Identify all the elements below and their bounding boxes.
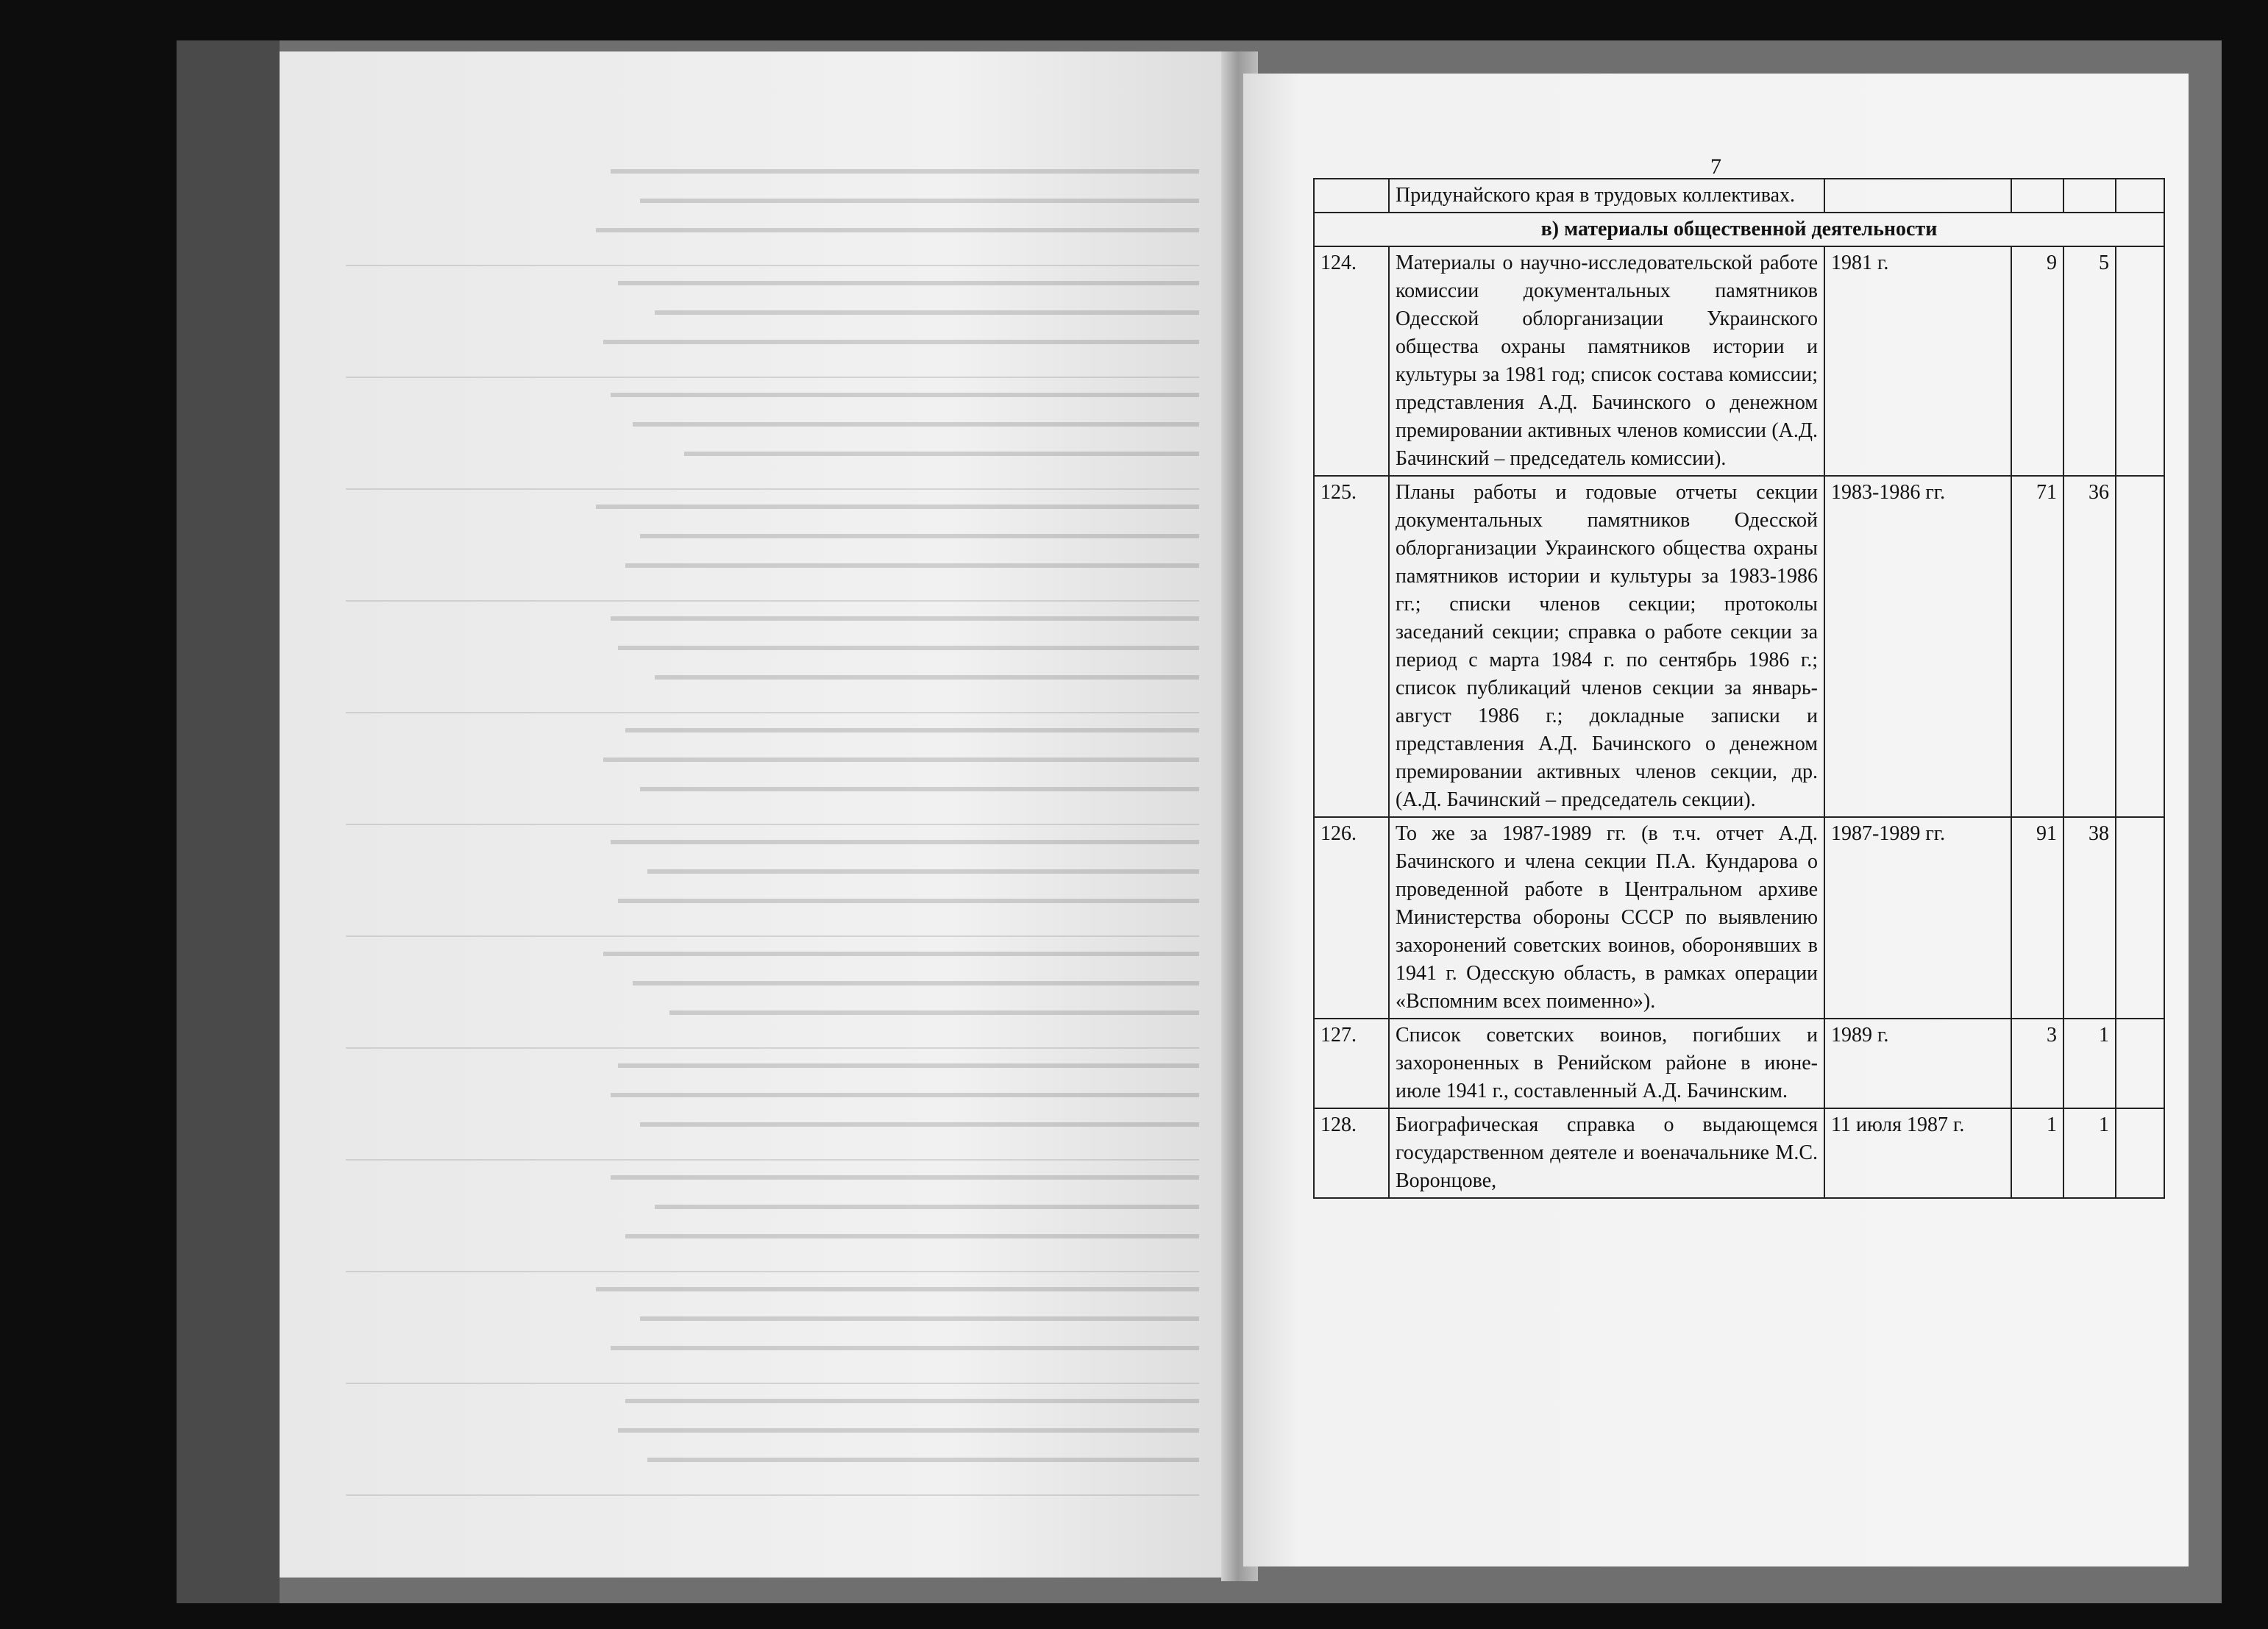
bleed-through-text bbox=[346, 154, 1199, 1508]
item-number-cell: 125. bbox=[1314, 476, 1389, 817]
table-row bbox=[1314, 817, 2164, 1019]
item-note-cell bbox=[2116, 817, 2164, 1019]
right-page bbox=[1243, 74, 2189, 1566]
item-date-cell bbox=[1824, 179, 2011, 213]
item-note-cell bbox=[2116, 1108, 2164, 1198]
item-description-cell: Планы работы и годовые отчеты секции документальных памятников Одесской облорганизации Украинского общества охраны памятников истории и культуры за 1983-1986 гг.; списки членов секции; протоколы заседаний секции; справка о работе секции за период с марта 1984 г. по сентябрь 1986 г.; список публикаций членов секции за январь-август 1986 г.; докладные записки и представления А.Д. Бачинского о денежном премировании активных членов секции, др. (А.Д. Бачинский – председатель секции). bbox=[1389, 476, 1824, 817]
section-heading-row bbox=[1314, 213, 2164, 246]
item-sheets-cell: 1 bbox=[2011, 1108, 2063, 1198]
item-count-cell bbox=[2063, 179, 2116, 213]
item-date-cell: 1987-1989 гг. bbox=[1824, 817, 2011, 1019]
item-date-cell: 1981 г. bbox=[1824, 246, 2011, 476]
cover-spine-shadow bbox=[177, 40, 280, 1603]
page-number: 7 bbox=[1710, 154, 1721, 179]
item-sheets-cell bbox=[2011, 179, 2063, 213]
item-note-cell bbox=[2116, 476, 2164, 817]
item-note-cell bbox=[2116, 246, 2164, 476]
item-number-cell bbox=[1314, 179, 1389, 213]
item-number-cell: 124. bbox=[1314, 246, 1389, 476]
item-date-cell: 11 июля 1987 г. bbox=[1824, 1108, 2011, 1198]
inventory-table bbox=[1313, 178, 2165, 1199]
item-count-cell: 5 bbox=[2063, 246, 2116, 476]
table-row bbox=[1314, 179, 2164, 213]
item-sheets-cell: 91 bbox=[2011, 817, 2063, 1019]
item-date-cell: 1983-1986 гг. bbox=[1824, 476, 2011, 817]
left-page bbox=[280, 51, 1236, 1578]
section-heading: в) материалы общественной деятельности bbox=[1314, 213, 2164, 246]
item-number-cell: 127. bbox=[1314, 1019, 1389, 1108]
item-count-cell: 36 bbox=[2063, 476, 2116, 817]
item-sheets-cell: 9 bbox=[2011, 246, 2063, 476]
item-description-cell: Биографическая справка о выдающемся государственном деятеле и военачальнике М.С. Воронцове, bbox=[1389, 1108, 1824, 1198]
table-row bbox=[1314, 246, 2164, 476]
item-date-cell: 1989 г. bbox=[1824, 1019, 2011, 1108]
item-count-cell: 38 bbox=[2063, 817, 2116, 1019]
item-description-cell: Список советских воинов, погибших и захороненных в Ренийском районе в июне-июле 1941 г., составленный А.Д. Бачинским. bbox=[1389, 1019, 1824, 1108]
item-description-cell: Придунайского края в трудовых коллективах. bbox=[1389, 179, 1824, 213]
item-note-cell bbox=[2116, 179, 2164, 213]
item-description-cell: То же за 1987-1989 гг. (в т.ч. отчет А.Д. Бачинского и члена секции П.А. Кундарова о проведенной работе в Центральном архиве Министерства обороны СССР по выявлению захоронений советских воинов, оборонявших в 1941 г. Одесскую область, в рамках операции «Вспомним всех поименно»). bbox=[1389, 817, 1824, 1019]
item-count-cell: 1 bbox=[2063, 1108, 2116, 1198]
item-sheets-cell: 3 bbox=[2011, 1019, 2063, 1108]
item-note-cell bbox=[2116, 1019, 2164, 1108]
table-row bbox=[1314, 1108, 2164, 1198]
item-sheets-cell: 71 bbox=[2011, 476, 2063, 817]
item-description-cell: Материалы о научно-исследовательской работе комиссии документальных памятников Одесской облорганизации Украинского общества охраны памятников истории и культуры за 1981 год; список состава комиссии; представления А.Д. Бачинского о денежном премировании активных членов комиссии (А.Д. Бачинский – председатель комиссии). bbox=[1389, 246, 1824, 476]
item-number-cell: 128. bbox=[1314, 1108, 1389, 1198]
item-number-cell: 126. bbox=[1314, 817, 1389, 1019]
table-row bbox=[1314, 1019, 2164, 1108]
table-row bbox=[1314, 476, 2164, 817]
item-count-cell: 1 bbox=[2063, 1019, 2116, 1108]
